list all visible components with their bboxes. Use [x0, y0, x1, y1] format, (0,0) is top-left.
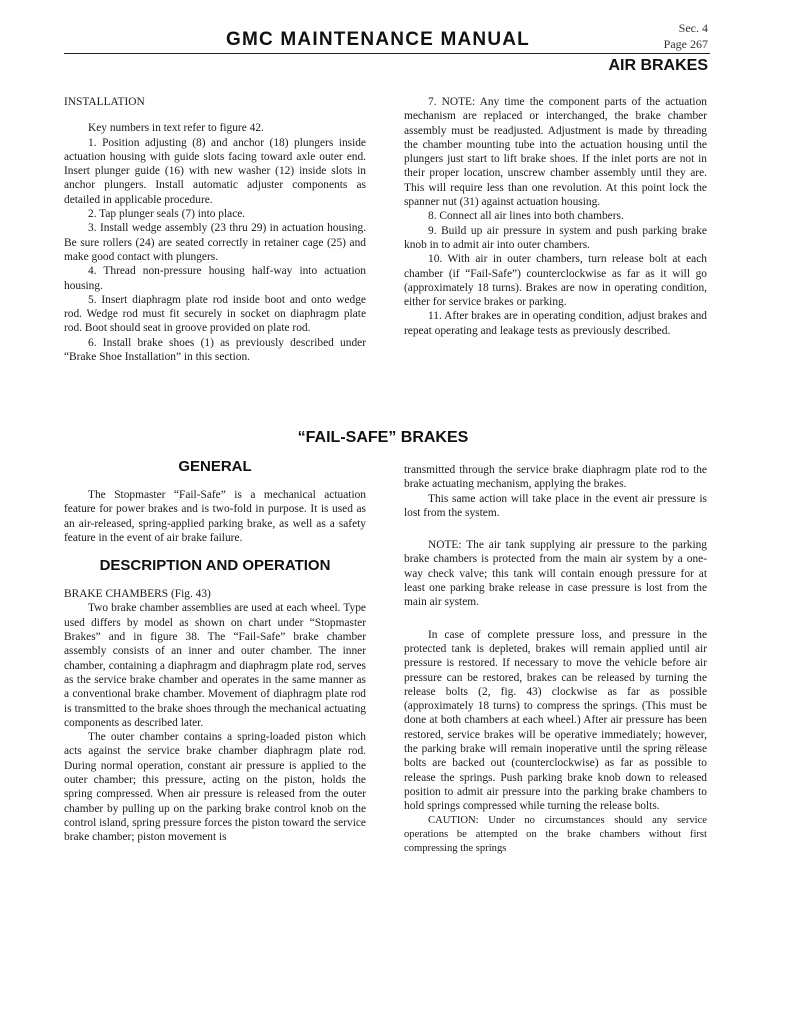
paragraph: This same action will take place in the event air pressure is lost from the system. [404, 492, 707, 519]
installation-heading: INSTALLATION [64, 96, 145, 108]
paragraph: Key numbers in text refer to figure 42. [88, 122, 264, 135]
installation-column-continued [404, 95, 707, 338]
paragraph: 5. Insert diaphragm plate rod inside boot and onto wedge rod. Wedge rod must fit securely in socket on diaphragm plate rod. Boot should seat in groove provided on plate rod. [64, 293, 366, 335]
failsafe-right-column [404, 463, 707, 856]
header-rule [64, 53, 710, 54]
manual-title: GMC MAINTENANCE MANUAL [226, 29, 530, 50]
general-heading: GENERAL [178, 458, 252, 475]
paragraph: 4. Thread non-pressure housing half-way into actuation housing. [64, 265, 366, 292]
paragraph: 1. Position adjusting (8) and anchor (18) plungers inside actuation housing with guide slots facing toward axle outer end. Insert plunger guide (16) with new washer (12) inside slots in anchor plungers. Install automatic adjuster components as detailed in applicable procedure. [64, 136, 366, 206]
brake-chambers-heading: BRAKE CHAMBERS (Fig. 43) [64, 588, 211, 601]
note-paragraph: NOTE: The air tank supplying air pressure to the parking brake chambers is protected from the main air system by a one-way check valve; this tank will contain enough pressure for at least one parking brake release in case pressure is lost from the main air system. [404, 539, 707, 609]
paragraph: 9. Build up air pressure in system and push parking brake knob in to admit air into outer chambers. [404, 224, 707, 251]
description-heading: DESCRIPTION AND OPERATION [99, 557, 331, 575]
paragraph: 6. Install brake shoes (1) as previously described under “Brake Shoe Installation” in this section. [64, 336, 366, 364]
paragraph: 11. After brakes are in operating condition, adjust brakes and repeat operating and leakage tests as previously described. [404, 310, 707, 337]
paragraph: transmitted through the service brake diaphragm plate rod to the brake actuating mechanism, applying the brakes. [404, 464, 707, 491]
failsafe-heading: “FAIL-SAFE” BRAKES [297, 429, 469, 446]
paragraph: 7. NOTE: Any time the component parts of the actuation mechanism are replaced or interchanged, the brake chamber assembly must be readjusted. Adjustment is made by threading the chamber mounting tube into the actuation housing until the plungers just start to lift brake shoes. If the inlet ports are not in their proper location, unscrew chamber assembly until they are. This will require less than one revolution. At this point lock the spanner nut (31) against actuation housing. [404, 96, 707, 209]
page-number: Page 267 [663, 37, 708, 51]
failsafe-left-column [64, 458, 366, 845]
paragraph: Two brake chamber assemblies are used at each wheel. Type used differs by model as shown on chart under “Stopmaster Brakes” and in figure 38. The “Fail-Safe” brake chamber assembly consists of an inner and outer chamber. The inner chamber, containing a diaphragm and diaphragm plate rod, serves as the service brake chamber and operates in the same manner as a conventional brake chamber. Movement of diaphragm plate rod is transmitted to the brake shoes through the mechanical actuating components as described later. [64, 602, 366, 729]
paragraph: The Stopmaster “Fail-Safe” is a mechanical actuation feature for power brakes and is two-fold in purpose. It is used as an air-released, spring-applied parking brake, as well as a safety feature in the event of air brake failure. [64, 489, 366, 544]
section-number: Sec. 4 [678, 21, 708, 35]
installation-column [64, 95, 366, 364]
caution-paragraph: CAUTION: Under no circumstances should any service operations be attempted on the brake chambers without first compressing the springs [404, 814, 707, 855]
paragraph: In case of complete pressure loss, and pressure in the protected tank is depleted, brakes will remain applied until air pressure is restored. If necessary to move the vehicle before air pressure can be restored, brakes can be released by turning the release bolts (2, fig. 43) clockwise as far as possible (approximately 18 turns) to compress the springs. (This must be done at both chambers at each wheel.) After air pressure has been restored, service brakes will be operative immediately; however, the parking brake will remain inoperative until the spring rëlease bolts are backed out (counterclockwise) as far as possible to release the springs. Push parking brake knob down to released position to admit air pressure into the parking brake chambers to hold springs compressed while turning the release bolts. [404, 628, 707, 813]
paragraph: 10. With air in outer chambers, turn release bolt at each chamber (if “Fail-Safe”) counterclockwise as far as it will go (approximately 18 turns). Brakes are now in operating condition, either for service brakes or parking. [404, 253, 707, 309]
paragraph: The outer chamber contains a spring-loaded piston which acts against the service brake chamber diaphragm plate rod. During normal operation, constant air pressure is applied to the outer chamber; this pressure, acting on the piston, holds the spring compressed. When air pressure is released from the outer chamber by pulling up on the parking brake control knob on the control island, spring pressure forces the piston toward the service brake chamber; piston movement is [64, 731, 366, 844]
section-title: AIR BRAKES [608, 57, 708, 74]
paragraph: 3. Install wedge assembly (23 thru 29) in actuation housing. Be sure rollers (24) are seated correctly in retainer cage (25) and make good contact with plungers. [64, 222, 366, 263]
paragraph: 2. Tap plunger seals (7) into place. [88, 208, 246, 221]
paragraph: 8. Connect all air lines into both chambers. [428, 210, 624, 223]
